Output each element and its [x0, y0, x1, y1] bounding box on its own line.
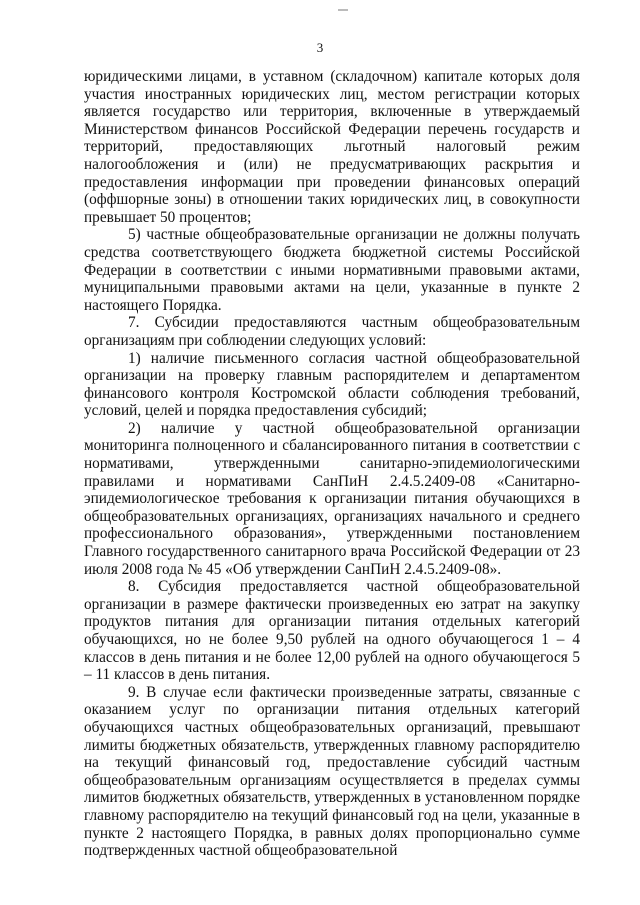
- scan-mark: [338, 9, 348, 11]
- document-body: [84, 68, 580, 860]
- paragraph-section-8: 8. Субсидия предоставляется частной общеобразовательной организации в размере фактически произведенных ею затрат на закупку продуктов питания для организации питания отдельных категорий обучающихся, но не более 9,50 рублей на одного обучающегося 1 – 4 классов в день питания и не более 12,00 рублей на одного обучающегося 5 – 11 классов в день питания.: [84, 578, 580, 684]
- page-number: 3: [316, 40, 324, 55]
- paragraph-condition-1: 1) наличие письменного согласия частной общеобразовательной организации на проверку главным распорядителем и департаментом финансового контроля Костромской области соблюдения требований, условий, целей и порядка предоставления субсидий;: [84, 349, 580, 420]
- paragraph-section-9: 9. В случае если фактически произведенные затраты, связанные с оказанием услуг по организации питания отдельных категорий обучающихся частных общеобразовательных организаций, превышают лимиты бюджетных обязательств, утвержденных главному распорядителю на текущий финансовый год, предоставление субсидий частным общеобразовательным организациям осуществляется в пределах суммы лимитов бюджетных обязательств, утвержденных в установленном порядке главному распорядителю на текущий финансовый год на цели, указанные в пункте 2 настоящего Порядка, в равных долях пропорционально сумме подтвержденных частной общеобразовательной: [84, 683, 580, 860]
- paragraph-item-5: 5) частные общеобразовательные организации не должны получать средства соответствующего бюджета бюджетной системы Российской Федерации в соответствии с иными нормативными правовыми актами, муниципальными правовыми актами на цели, указанные в пункте 2 настоящего Порядка.: [84, 226, 580, 314]
- paragraph-continuation: юридическими лицами, в уставном (складочном) капитале которых доля участия иностранных юридических лиц, местом регистрации которых является государство или территория, включенные в утверждаемый Министерством финансов Российской Федерации перечень государств и территорий, предоставляющих льготный налоговый режим налогообложения и (или) не предусматривающих раскрытия и предоставления информации при проведении финансовых операций (оффшорные зоны) в отношении таких юридических лиц, в совокупности превышает 50 процентов;: [84, 68, 580, 226]
- paragraph-section-7: 7. Субсидии предоставляются частным общеобразовательным организациям при соблюдении следующих условий:: [84, 314, 580, 349]
- paragraph-condition-2: 2) наличие у частной общеобразовательной организации мониторинга полноценного и сбалансированного питания в соответствии с нормативами, утвержденными санитарно-эпидемиологическими правилами и нормативами СанПиН 2.4.5.2409-08 «Санитарно-эпидемиологическое требования к организации питания обучающихся в общеобразовательных организациях, организациях начального и среднего профессионального образования», утвержденными постановлением Главного государственного санитарного врача Российской Федерации от 23 июля 2008 года № 45 «Об утверждении СанПиН 2.4.5.2409-08».: [84, 419, 580, 578]
